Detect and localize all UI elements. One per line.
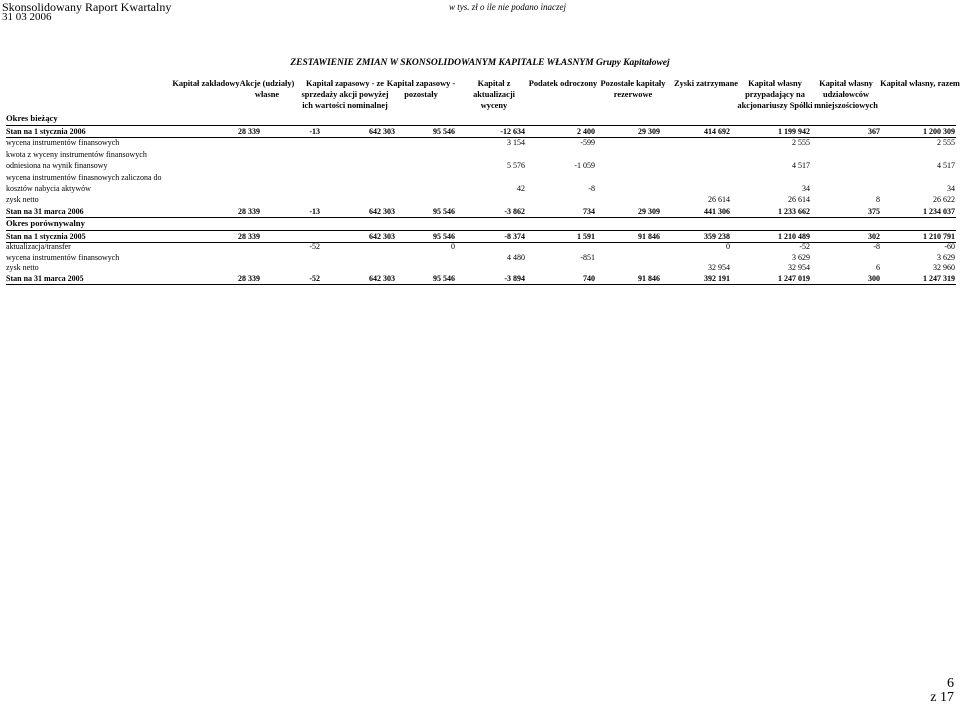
cell-col-7: 91 846 [638, 273, 660, 283]
row-label: zysk netto [6, 195, 39, 205]
column-header-line [528, 89, 598, 100]
cell-col-8: 0 [726, 242, 730, 252]
column-header-line: własne [254, 90, 280, 99]
table-row [0, 173, 960, 183]
table-row [0, 274, 960, 284]
cell-col-3: 642 303 [369, 206, 395, 216]
cell-col-11: 26 622 [933, 195, 955, 205]
column-header-9 [735, 78, 815, 111]
cell-col-4: 95 546 [433, 273, 455, 283]
cell-col-6: 734 [583, 206, 595, 216]
column-header-line [880, 89, 960, 100]
cell-col-10: 367 [868, 127, 880, 136]
cell-col-6: -599 [580, 138, 595, 148]
column-header-3 [300, 78, 390, 111]
cell-col-5: 4 480 [507, 252, 525, 262]
cell-col-4: 95 546 [433, 206, 455, 216]
cell-col-4: 0 [451, 242, 455, 252]
cell-col-8: 414 692 [704, 127, 730, 136]
report-date: 31 03 2006 [2, 11, 52, 23]
column-header-line: mniejszościowych [814, 101, 878, 110]
column-header-line: udziałowców [822, 90, 870, 99]
cell-col-8: 26 614 [708, 195, 730, 205]
cell-col-8: 32 954 [708, 263, 730, 273]
cell-col-11: 2 555 [937, 138, 955, 148]
cell-col-2: -13 [309, 206, 320, 216]
cell-col-10: -8 [873, 242, 880, 252]
column-header-5 [460, 78, 528, 122]
cell-col-9: 1 210 489 [778, 232, 810, 241]
table-row [0, 195, 960, 205]
cell-col-8: 392 191 [704, 273, 730, 283]
document-title: ZESTAWIENIE ZMIAN W SKONSOLIDOWANYM KAPITALE WŁASNYM Grupy Kapitałowej [290, 58, 670, 68]
row-label: zysk netto [6, 263, 39, 273]
report-title: Skonsolidowany Raport Kwartalny [2, 0, 172, 14]
column-header-line: przypadający na [745, 90, 805, 99]
cell-col-10: 300 [868, 273, 880, 283]
cell-col-6: -851 [580, 252, 595, 262]
cell-col-11: 4 517 [937, 161, 955, 171]
cell-col-3: 642 303 [369, 127, 395, 136]
column-header-11 [880, 78, 960, 111]
cell-col-11: 34 [947, 184, 955, 193]
cell-col-7: 91 846 [638, 232, 660, 241]
section-current-title: Okres bieżący [6, 113, 58, 123]
page-number: 6 [947, 676, 954, 691]
cell-col-6: 2 400 [577, 127, 595, 136]
cell-col-10: 8 [876, 195, 880, 205]
cell-col-11: 1 200 309 [923, 127, 955, 136]
cell-col-1: 28 339 [238, 206, 260, 216]
row-label: Stan na 31 marca 2006 [6, 206, 84, 216]
cell-col-5: 42 [517, 184, 525, 193]
column-header-line: Pozostałe kapitały [600, 79, 666, 88]
cell-col-9: -52 [799, 242, 810, 252]
column-header-2 [236, 78, 298, 111]
column-header-line [670, 100, 742, 111]
cell-col-7: 29 309 [638, 127, 660, 136]
cell-col-6: -8 [588, 184, 595, 193]
column-header-line [528, 100, 598, 111]
column-header-line: Akcje (udziały) [239, 79, 295, 88]
cell-col-10: 6 [876, 263, 880, 273]
cell-col-5: 3 154 [507, 138, 525, 148]
cell-col-9: 1 199 942 [778, 127, 810, 136]
column-header-8 [670, 78, 742, 111]
cell-col-3: 642 303 [369, 232, 395, 241]
column-header-line: Kapitał zapasowy - ze [306, 79, 384, 88]
column-header-line: pozostały [404, 90, 438, 99]
table-row [0, 127, 960, 137]
cell-col-3: 642 303 [369, 273, 395, 283]
cell-col-9: 4 517 [792, 161, 810, 171]
cell-col-5: -3 862 [504, 206, 525, 216]
table-row [0, 253, 960, 263]
row-label: wycena instrumentów finansowych [6, 138, 120, 148]
section-comparative-title: Okres porównywalny [6, 218, 85, 228]
column-header-1 [170, 78, 242, 111]
table-row [0, 184, 960, 194]
column-header-line: Zyski zatrzymane [674, 79, 738, 88]
rule-comparative-top [6, 230, 956, 231]
cell-col-6: 740 [583, 273, 595, 283]
page-total: z 17 [930, 690, 954, 705]
column-header-line [386, 100, 456, 111]
column-header-line: rezerwowe [613, 90, 653, 99]
cell-col-9: 1 233 662 [778, 206, 810, 216]
column-header-10 [810, 78, 882, 111]
cell-col-11: 1 247 319 [923, 273, 955, 283]
column-header-line [460, 111, 528, 122]
column-header-line [170, 89, 242, 100]
cell-col-9: 1 247 019 [778, 273, 810, 283]
cell-col-9: 34 [802, 184, 810, 193]
table-row [0, 138, 960, 148]
column-header-line: Kapitał własny [819, 79, 873, 88]
cell-col-10: 375 [868, 206, 880, 216]
row-label: kwota z wyceny instrumentów finansowych [6, 149, 147, 159]
column-header-line: Kapitał zakładowy [172, 79, 240, 88]
column-header-line [600, 100, 666, 111]
row-label: odniesiona na wynik finansowy [6, 161, 108, 171]
cell-col-5: -3 894 [504, 273, 525, 283]
cell-col-2: -13 [309, 127, 320, 136]
cell-col-9: 32 954 [788, 263, 810, 273]
rule-current-top [6, 125, 956, 126]
column-header-line [880, 100, 960, 111]
column-header-line: sprzedaży akcji powyżej [301, 90, 389, 99]
row-label: Stan na 31 marca 2005 [6, 273, 84, 283]
cell-col-11: 1 234 037 [923, 206, 955, 216]
row-label: wycena instrumentów finansowych [6, 252, 120, 262]
row-label: aktualizacja/transfer [6, 242, 71, 252]
column-header-7 [600, 78, 666, 111]
table-row [0, 242, 960, 252]
cell-col-9: 26 614 [788, 195, 810, 205]
cell-col-10: 302 [868, 232, 880, 241]
row-rule [6, 217, 956, 218]
column-header-line: Kapitał zapasowy - [386, 79, 456, 88]
column-header-4 [386, 78, 456, 111]
cell-col-5: 5 576 [507, 161, 525, 171]
column-header-line: ich wartości nominalnej [302, 101, 388, 110]
cell-col-11: -60 [944, 242, 955, 252]
table-row [0, 161, 960, 171]
cell-col-11: 32 960 [933, 263, 955, 273]
cell-col-6: -1 059 [574, 161, 595, 171]
column-header-line [670, 89, 742, 100]
cell-col-11: 3 629 [937, 252, 955, 262]
cell-col-8: 359 238 [704, 232, 730, 241]
cell-col-5: -8 374 [504, 232, 525, 241]
cell-col-8: 441 306 [704, 206, 730, 216]
cell-col-4: 95 546 [433, 232, 455, 241]
table-row [0, 150, 960, 160]
column-header-line: Kapitał własny [748, 79, 802, 88]
column-header-line [170, 100, 242, 111]
table-row [0, 207, 960, 217]
column-header-line: Kapitał z [477, 79, 511, 88]
column-header-line [236, 100, 298, 111]
cell-col-9: 3 629 [792, 252, 810, 262]
row-label: Stan na 1 stycznia 2006 [6, 127, 86, 136]
row-rule [6, 284, 956, 285]
cell-col-2: -52 [309, 242, 320, 252]
cell-col-1: 28 339 [238, 127, 260, 136]
cell-col-1: 28 339 [238, 232, 260, 241]
cell-col-5: -12 634 [500, 127, 525, 136]
column-header-line: Kapitał własny, razem [880, 79, 960, 88]
cell-col-11: 1 210 791 [923, 232, 955, 241]
column-header-line: aktualizacji wyceny [473, 90, 515, 110]
cell-col-9: 2 555 [792, 138, 810, 148]
table-row [0, 263, 960, 273]
row-label: kosztów nabycia aktywów [6, 184, 91, 193]
table-row [0, 232, 960, 242]
cell-col-1: 28 339 [238, 273, 260, 283]
column-header-line: akcjonariuszy Spółki [737, 101, 813, 110]
column-header-line: Podatek odroczony [528, 79, 598, 88]
units-note: w tys. zł o ile nie podano inaczej [449, 2, 566, 12]
column-header-6 [528, 78, 598, 111]
cell-col-2: -52 [309, 273, 320, 283]
row-label: wycena instrumentów finasnowych zaliczona do [6, 172, 162, 182]
cell-col-4: 95 546 [433, 127, 455, 136]
row-label: Stan na 1 stycznia 2005 [6, 232, 86, 241]
cell-col-7: 29 309 [638, 206, 660, 216]
cell-col-6: 1 591 [577, 232, 595, 241]
